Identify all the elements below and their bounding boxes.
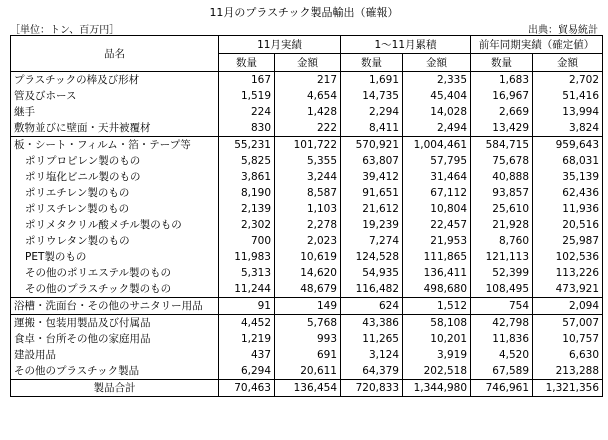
amount-cell: 136,454 [275,380,341,397]
row-name: 建設用品 [11,347,219,363]
header-item: 品名 [11,36,219,72]
amount-cell: 10,804 [403,201,471,217]
quantity-cell: 6,294 [219,363,275,380]
export-table [10,35,603,397]
quantity-cell: 584,715 [471,137,533,154]
header-amount: 金額 [403,54,471,72]
amount-cell: 2,702 [533,72,603,89]
quantity-cell: 2,669 [471,104,533,120]
quantity-cell: 2,302 [219,217,275,233]
amount-cell: 1,103 [275,201,341,217]
quantity-cell: 3,861 [219,169,275,185]
amount-cell: 62,436 [533,185,603,201]
quantity-cell: 55,231 [219,137,275,154]
amount-cell: 58,108 [403,315,471,332]
quantity-cell: 116,482 [341,281,403,298]
quantity-cell: 108,495 [471,281,533,298]
amount-cell: 111,865 [403,249,471,265]
table-row [11,315,603,332]
quantity-cell: 624 [341,298,403,315]
quantity-cell: 746,961 [471,380,533,397]
amount-cell: 10,201 [403,331,471,347]
amount-cell: 2,494 [403,120,471,137]
amount-cell: 959,643 [533,137,603,154]
total-row [11,380,603,397]
table-row [11,347,603,363]
table-body [11,72,603,397]
amount-cell: 2,094 [533,298,603,315]
amount-cell: 473,921 [533,281,603,298]
amount-cell: 202,518 [403,363,471,380]
amount-cell: 217 [275,72,341,89]
row-name: 製品合計 [11,380,219,397]
table-row [11,169,603,185]
amount-cell: 14,028 [403,104,471,120]
amount-cell: 14,620 [275,265,341,281]
amount-cell: 5,768 [275,315,341,332]
quantity-cell: 19,239 [341,217,403,233]
header-quantity: 数量 [471,54,533,72]
quantity-cell: 8,411 [341,120,403,137]
row-name: ポリエチレン製のもの [11,185,219,201]
amount-cell: 113,226 [533,265,603,281]
quantity-cell: 2,139 [219,201,275,217]
quantity-cell: 11,836 [471,331,533,347]
amount-cell: 101,722 [275,137,341,154]
row-name: 板・シート・フィルム・箔・テープ等 [11,137,219,154]
amount-cell: 67,112 [403,185,471,201]
amount-cell: 149 [275,298,341,315]
amount-cell: 21,953 [403,233,471,249]
table-row [11,265,603,281]
quantity-cell: 75,678 [471,153,533,169]
table-row [11,233,603,249]
quantity-cell: 8,190 [219,185,275,201]
unit-note: ［単位：トン、百万円］ [10,25,120,36]
amount-cell: 57,007 [533,315,603,332]
amount-cell: 1,428 [275,104,341,120]
amount-cell: 1,004,461 [403,137,471,154]
quantity-cell: 70,463 [219,380,275,397]
quantity-cell: 14,735 [341,88,403,104]
quantity-cell: 570,921 [341,137,403,154]
amount-cell: 31,464 [403,169,471,185]
amount-cell: 10,619 [275,249,341,265]
amount-cell: 136,411 [403,265,471,281]
row-name: 継手 [11,104,219,120]
quantity-cell: 25,610 [471,201,533,217]
quantity-cell: 1,691 [341,72,403,89]
row-name: その他のプラスチック製品 [11,363,219,380]
quantity-cell: 4,452 [219,315,275,332]
table-row [11,72,603,89]
row-name: 運搬・包装用製品及び付属品 [11,315,219,332]
row-name: その他のプラスチック製のもの [11,281,219,298]
amount-cell: 2,278 [275,217,341,233]
table-row [11,153,603,169]
amount-cell: 35,139 [533,169,603,185]
amount-cell: 3,824 [533,120,603,137]
amount-cell: 3,244 [275,169,341,185]
table-row [11,137,603,154]
quantity-cell: 52,399 [471,265,533,281]
quantity-cell: 5,313 [219,265,275,281]
amount-cell: 20,611 [275,363,341,380]
quantity-cell: 5,825 [219,153,275,169]
quantity-cell: 1,683 [471,72,533,89]
amount-cell: 11,936 [533,201,603,217]
quantity-cell: 63,807 [341,153,403,169]
amount-cell: 20,516 [533,217,603,233]
amount-cell: 2,023 [275,233,341,249]
quantity-cell: 13,429 [471,120,533,137]
table-row [11,88,603,104]
quantity-cell: 224 [219,104,275,120]
amount-cell: 1,512 [403,298,471,315]
amount-cell: 222 [275,120,341,137]
quantity-cell: 91,651 [341,185,403,201]
header-amount: 金額 [533,54,603,72]
amount-cell: 102,536 [533,249,603,265]
table-row [11,201,603,217]
quantity-cell: 64,379 [341,363,403,380]
quantity-cell: 124,528 [341,249,403,265]
amount-cell: 1,344,980 [403,380,471,397]
quantity-cell: 8,760 [471,233,533,249]
quantity-cell: 16,967 [471,88,533,104]
quantity-cell: 754 [471,298,533,315]
quantity-cell: 39,412 [341,169,403,185]
row-name: ポリウレタン製のもの [11,233,219,249]
row-name: 管及びホース [11,88,219,104]
amount-cell: 57,795 [403,153,471,169]
quantity-cell: 40,888 [471,169,533,185]
amount-cell: 25,987 [533,233,603,249]
amount-cell: 45,404 [403,88,471,104]
table-row [11,120,603,137]
quantity-cell: 167 [219,72,275,89]
row-name: その他のポリエステル製のもの [11,265,219,281]
amount-cell: 3,919 [403,347,471,363]
quantity-cell: 42,798 [471,315,533,332]
quantity-cell: 720,833 [341,380,403,397]
quantity-cell: 93,857 [471,185,533,201]
table-row [11,249,603,265]
amount-cell: 4,654 [275,88,341,104]
amount-cell: 8,587 [275,185,341,201]
amount-cell: 213,288 [533,363,603,380]
amount-cell: 6,630 [533,347,603,363]
row-name: 敷物並びに壁面・天井被覆材 [11,120,219,137]
table-row [11,185,603,201]
quantity-cell: 4,520 [471,347,533,363]
row-name: ポリスチレン製のもの [11,201,219,217]
quantity-cell: 21,612 [341,201,403,217]
row-name: ポリプロピレン製のもの [11,153,219,169]
quantity-cell: 11,265 [341,331,403,347]
quantity-cell: 1,219 [219,331,275,347]
quantity-cell: 830 [219,120,275,137]
header-quantity: 数量 [341,54,403,72]
table-row [11,104,603,120]
amount-cell: 1,321,356 [533,380,603,397]
quantity-cell: 11,983 [219,249,275,265]
amount-cell: 691 [275,347,341,363]
quantity-cell: 3,124 [341,347,403,363]
table-row [11,363,603,380]
quantity-cell: 121,113 [471,249,533,265]
source-note: 出典：貿易統計 [528,25,598,36]
quantity-cell: 2,294 [341,104,403,120]
amount-cell: 10,757 [533,331,603,347]
amount-cell: 48,679 [275,281,341,298]
amount-cell: 51,416 [533,88,603,104]
row-name: 食卓・台所その他の家庭用品 [11,331,219,347]
quantity-cell: 700 [219,233,275,249]
quantity-cell: 67,589 [471,363,533,380]
amount-cell: 22,457 [403,217,471,233]
quantity-cell: 91 [219,298,275,315]
table-row [11,281,603,298]
row-name: プラスチックの棒及び形材 [11,72,219,89]
quantity-cell: 54,935 [341,265,403,281]
amount-cell: 5,355 [275,153,341,169]
row-name: PET製のもの [11,249,219,265]
table-row [11,298,603,315]
row-name: 浴槽・洗面台・その他のサニタリー用品 [11,298,219,315]
quantity-cell: 437 [219,347,275,363]
header-quantity: 数量 [219,54,275,72]
quantity-cell: 1,519 [219,88,275,104]
table-row [11,217,603,233]
header-amount: 金額 [275,54,341,72]
header-group-prior-year: 前年同期実績（確定値） [471,36,603,54]
quantity-cell: 43,386 [341,315,403,332]
header-group-cumulative: 1～11月累積 [341,36,471,54]
table-row [11,331,603,347]
amount-cell: 68,031 [533,153,603,169]
page-title: 11月のプラスチック製品輸出（確報） [209,6,399,19]
amount-cell: 2,335 [403,72,471,89]
amount-cell: 993 [275,331,341,347]
quantity-cell: 21,928 [471,217,533,233]
row-name: ポリメタクリル酸メチル製のもの [11,217,219,233]
quantity-cell: 7,274 [341,233,403,249]
quantity-cell: 11,244 [219,281,275,298]
header-group-month: 11月実績 [219,36,341,54]
amount-cell: 498,680 [403,281,471,298]
amount-cell: 13,994 [533,104,603,120]
row-name: ポリ塩化ビニル製のもの [11,169,219,185]
